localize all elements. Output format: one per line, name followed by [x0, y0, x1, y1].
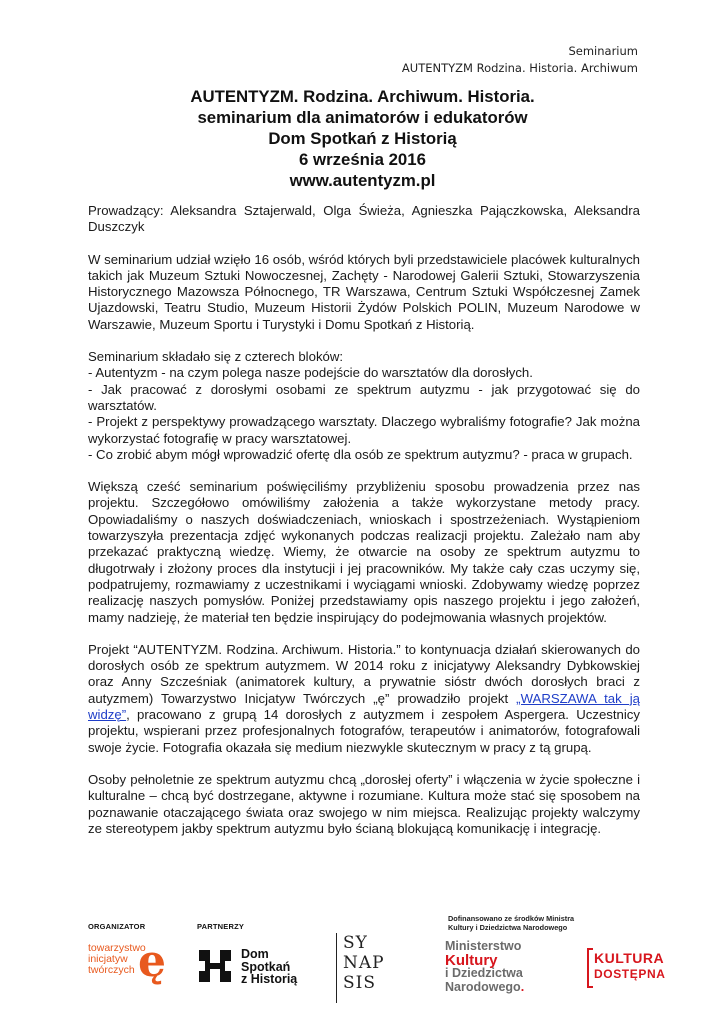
- paragraph-seminar-content: Większą cześć seminarium poświęciliśmy przybliżeniu sposobu prowadzenia przez nas projektu. Szczegółowo omówiliśmy założenia a także wykorzystane metody pracy. Opowiadaliśmy o naszych doświadczeniach, wnioskach i spostrzeżeniach. Wystąpieniom towarzyszyła prezentacja zdjęć wykonanych podczas realizacji projektu. Zależało nam aby przekazać praktyczną wiedzę. Wiemy, że otwarcie na osoby ze spektrum autyzmu to długotrwały i złożony proces dla instytucji i jej pracowników. My także cały czas uczymy się, podpatrujemy, rozmawiamy z uczestnikami i wyciągami wnioski. Zdobywamy wiedzę poprzez realizację naszych pomysłów. Poniżej przedstawiamy opis naszego projektu i jego założeń, mamy nadzieję, że materiał ten będzie inspirujący do podejmowania własnych projektów.: [88, 479, 640, 625]
- header-line-2: AUTENTYZM Rodzina. Historia. Archiwum: [401, 61, 638, 75]
- syn-line-1: SY: [343, 933, 368, 953]
- block-item-3: - Projekt z perspektywy prowadzącego warsztaty. Dlaczego wybraliśmy fotografie? Jak można wykorzystać fotografię w pracy warsztatowej.: [88, 414, 640, 446]
- blocks-list: [88, 349, 640, 463]
- blocks-intro: Seminarium składało się z czterech bloków:: [88, 349, 344, 365]
- funding-note-line-1: Dofinansowano ze środków Ministra: [448, 914, 575, 923]
- min-dot: .: [520, 979, 525, 994]
- funding-note: [448, 914, 574, 932]
- dom-spotkan-icon: [197, 948, 233, 984]
- title-website: www.autentyzm.pl: [289, 171, 436, 190]
- tow-line-1: towarzystwo: [88, 942, 146, 954]
- dom-line-2: Spotkań: [241, 959, 291, 974]
- title-line-2: seminarium dla animatorów i edukatorów: [197, 108, 528, 127]
- header-line-1: Seminarium: [568, 44, 638, 58]
- dom-line-1: Dom: [241, 947, 269, 961]
- syn-line-3: SIS: [343, 973, 377, 993]
- kultura-bracket-left: [587, 948, 593, 988]
- project-text-b: , pracowano z grupą 14 dorosłych z autyzmem i zespołem Aspergera. Uczestnicy projektu, wspierani przez profesjonalnych fotografów, terapeutów i animatorów, fotografowali swoje życie. Fotografia okazała się medium niezwykle skutecznym w pracy z tą grupą.: [88, 707, 640, 755]
- min-line-4: Narodowego: [445, 979, 521, 994]
- organizer-label: ORGANIZATOR: [88, 922, 146, 931]
- ministry-logo: [445, 940, 524, 994]
- title-line-4: 6 września 2016: [299, 150, 426, 169]
- partners-label: PARTNERZY: [197, 922, 245, 931]
- block-item-1: - Autentyzm - na czym polega nasze podejście do warsztatów dla dorosłych.: [88, 365, 533, 381]
- paragraph-participants: W seminarium udział wzięło 16 osób, wśród których byli przedstawiciele placówek kulturalnych takich jak Muzeum Sztuki Nowoczesnej, Zachęty - Narodowej Galerii Sztuki, Stowarzyszenia Historycznego Mazowsza Północnego, TR Warszawa, Centrum Sztuki Współczesnej Zamek Ujazdowski, Teatru Studio, Muzeum Historii Żydów Polskich POLIN, Muzeum Narodowe w Warszawie, Muzeum Sportu i Turystyki i Domu Spotkań z Historią.: [88, 251, 640, 332]
- min-line-3: i Dziedzictwa: [445, 966, 523, 980]
- dom-line-3: z Historią: [241, 972, 298, 986]
- min-line-1: Ministerstwo: [445, 939, 522, 953]
- funding-note-line-2: Kultury i Dziedzictwa Narodowego: [448, 923, 568, 932]
- paragraph-project: [88, 642, 640, 756]
- title-line-1: AUTENTYZM. Rodzina. Archiwum. Historia.: [190, 87, 535, 106]
- tow-e-mark: ę: [138, 936, 166, 987]
- document-body: [88, 203, 640, 853]
- page-header: [402, 43, 638, 77]
- project-text-a: Projekt “AUTENTYZM. Rodzina. Archiwum. Historia.” to kontynuacja działań skierowanych do dorosłych osób ze spektrum autyzmem. W 2014 roku z inicjatywy Aleksandry Dybkowskiej oraz Anny Szcześniak (animatorek kultury, a prywatnie sióstr dwóch dorosłych braci z autyzmem) Towarzystwo Inicjatyw Twórczych „ę” prowadziło projekt: [88, 641, 640, 706]
- tow-line-3: twórczych: [88, 964, 135, 976]
- title-line-3: Dom Spotkań z Historią: [268, 129, 457, 148]
- paragraph-leaders: Prowadzący: Aleksandra Sztajerwald, Olga Świeża, Agnieszka Pajączkowska, Aleksandra Duszczyk: [88, 203, 640, 235]
- synapsis-logo: [336, 933, 383, 1003]
- syn-line-2: NAP: [343, 953, 385, 973]
- document-title: [0, 86, 725, 191]
- dom-spotkan-logo: [197, 948, 307, 988]
- block-item-2: - Jak pracować z dorosłymi osobami ze spektrum autyzmu - jak przygotować się do warsztatów.: [88, 381, 640, 413]
- min-line-2: Kultury: [445, 951, 498, 969]
- tow-line-2: inicjatyw: [88, 953, 128, 965]
- paragraph-adults: Osoby pełnoletnie ze spektrum autyzmu chcą „dorosłej oferty” i włączenia w życie społeczne i kulturalne – chcą być dostrzegane, aktywne i rozumiane. Kultura może stać się sposobem na poznawanie otaczającego świata oraz swojego w nim miejsca. Realizując projekty walczymy ze stereotypem jakby spektrum autyzmu było ścianą blokującą komunikację i integrację.: [88, 771, 640, 836]
- warszawa-project-link[interactable]: „WARSZAWA tak ją widzę”: [88, 690, 640, 723]
- kultura-line-1: KULTURA: [594, 950, 665, 966]
- kultura-dostepna-logo: [587, 948, 666, 986]
- towarzystwo-logo: [88, 936, 178, 993]
- block-item-4: - Co zrobić abym mógł wprowadzić ofertę dla osób ze spektrum autyzmu? - praca w grupach.: [88, 446, 633, 462]
- kultura-line-2: DOSTĘPNA: [594, 967, 666, 981]
